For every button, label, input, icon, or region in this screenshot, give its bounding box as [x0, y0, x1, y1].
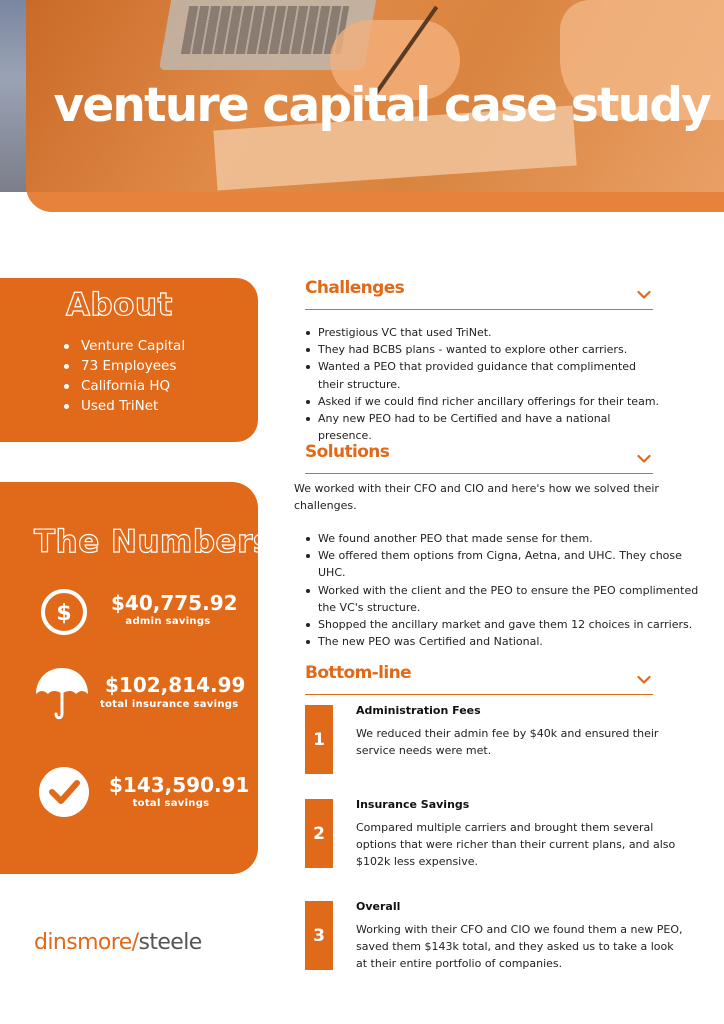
- list-item: They had BCBS plans - wanted to explore other carriers.: [303, 341, 663, 358]
- step-title: Insurance Savings: [356, 798, 470, 811]
- numbers-card: [0, 482, 272, 874]
- stat-caption: total insurance savings: [100, 699, 239, 710]
- solutions-list: [303, 530, 707, 650]
- umbrella-icon: [34, 666, 90, 726]
- list-item: California HQ: [64, 376, 185, 396]
- stat-admin-savings: [0, 582, 258, 642]
- page-title: venture capital case study: [53, 78, 710, 133]
- dollar-circle-icon: [36, 584, 92, 640]
- step-number: 2: [305, 799, 333, 868]
- step-body: Compared multiple carriers and brought them several options that were richer than their current plans, and also $102k less expensive.: [356, 821, 676, 869]
- step-title: Administration Fees: [356, 704, 481, 717]
- brand-name-part: steele: [138, 930, 202, 955]
- chevron-down-icon[interactable]: [637, 454, 651, 464]
- stat-value: $143,590.91: [109, 773, 250, 797]
- stat-value: $102,814.99: [105, 673, 246, 697]
- step-number: 1: [305, 705, 333, 774]
- step-number: 3: [305, 901, 333, 970]
- about-card: [0, 278, 258, 442]
- solutions-intro: We worked with their CFO and CIO and here's how we solved their challenges.: [294, 482, 659, 513]
- header-banner: [0, 0, 724, 192]
- section-title: Challenges: [305, 278, 405, 298]
- about-list: [64, 336, 185, 416]
- list-item: Any new PEO had to be Certified and have a national presence.: [303, 410, 663, 444]
- list-item: 73 Employees: [64, 356, 185, 376]
- list-item: Worked with the client and the PEO to ensure the PEO complimented the VC's structure.: [303, 582, 707, 616]
- step-body: Working with their CFO and CIO we found them a new PEO, saved them $143k total, and they asked us to take a look at their entire portfolio of companies.: [356, 923, 683, 971]
- stat-total-savings: [0, 764, 258, 824]
- keyboard-image: [181, 6, 349, 54]
- brand-logo: [34, 930, 202, 955]
- list-item: We found another PEO that made sense for them.: [303, 530, 707, 547]
- list-item: Shopped the ancillary market and gave them 12 choices in carriers.: [303, 616, 707, 633]
- chevron-down-icon[interactable]: [637, 675, 651, 685]
- bottomline-header[interactable]: [305, 663, 653, 695]
- challenges-list: [303, 324, 663, 444]
- stat-caption: admin savings: [125, 616, 211, 627]
- brand-slash: /: [131, 930, 139, 955]
- list-item: Venture Capital: [64, 336, 185, 356]
- step-body: We reduced their admin fee by $40k and ensured their service needs were met.: [356, 727, 659, 758]
- list-item: The new PEO was Certified and National.: [303, 633, 707, 650]
- checkmark-circle-icon: [36, 764, 92, 820]
- stat-caption: total savings: [132, 798, 210, 809]
- numbers-heading: The Numbers: [34, 524, 272, 560]
- list-item: Wanted a PEO that provided guidance that complimented their structure.: [303, 358, 663, 392]
- list-item: We offered them options from Cigna, Aetna, and UHC. They chose UHC.: [303, 547, 707, 581]
- section-title: Solutions: [305, 442, 390, 462]
- about-heading: About: [66, 287, 173, 323]
- stat-insurance-savings: [0, 669, 258, 729]
- chevron-down-icon[interactable]: [637, 290, 651, 300]
- svg-text:$: $: [56, 601, 72, 626]
- step-title: Overall: [356, 900, 401, 913]
- section-title: Bottom-line: [305, 663, 412, 683]
- challenges-header[interactable]: [305, 278, 653, 310]
- stat-value: $40,775.92: [111, 591, 238, 615]
- list-item: Asked if we could find richer ancillary offerings for their team.: [303, 393, 663, 410]
- list-item: Used TriNet: [64, 396, 185, 416]
- brand-name-part: dinsmore: [34, 930, 132, 955]
- solutions-header[interactable]: [305, 442, 653, 474]
- list-item: Prestigious VC that used TriNet.: [303, 324, 663, 341]
